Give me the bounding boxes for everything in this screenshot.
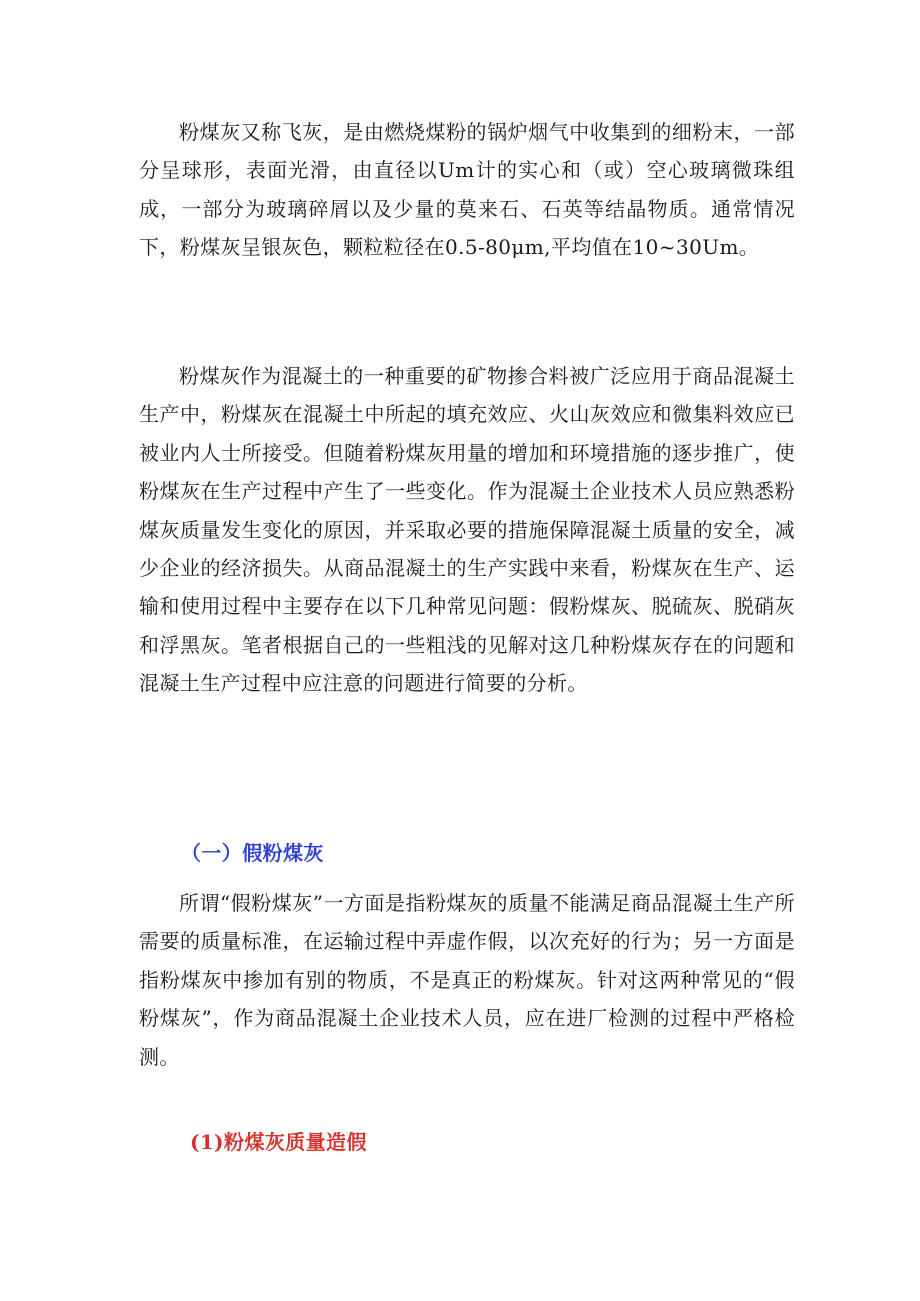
section-heading-fake-fly-ash: （一）假粉煤灰 bbox=[181, 841, 324, 865]
paragraph-fake-fly-ash: 所谓“假粉煤灰”一方面是指粉煤灰的质量不能满足商品混凝土生产所需要的质量标准，在运输过程中弄虚作假，以次充好的行为；另一方面是指粉煤灰中掺加有别的物质，不是真正的粉煤灰。针对这两种常见的“假粉煤灰”，作为商品混凝土企业技术人员，应在进厂检测的过程中严格检测。 bbox=[139, 891, 795, 1069]
paragraph-fly-ash-definition: 粉煤灰又称飞灰，是由燃烧煤粉的锅炉烟气中收集到的细粉末，一部分呈球形，表面光滑，由直径以Um计的实心和（或）空心玻璃微珠组成，一部分为玻璃碎屑以及少量的莫来石、石英等结晶物质。通常情况下，粉煤灰呈银灰色，颗粒粒径在0.5-80μm,平均值在10~30Um。 bbox=[139, 120, 795, 260]
paragraph-fly-ash-application: 粉煤灰作为混凝土的一种重要的矿物掺合料被广泛应用于商品混凝土生产中，粉煤灰在混凝土中所起的填充效应、火山灰效应和微集料效应已被业内人士所接受。但随着粉煤灰用量的增加和环境措施的逐步推广，使粉煤灰在生产过程中产生了一些变化。作为混凝土企业技术人员应熟悉粉煤灰质量发生变化的原因，并采取必要的措施保障混凝土质量的安全，减少企业的经济损失。从商品混凝土的生产实践中来看，粉煤灰在生产、运输和使用过程中主要存在以下几种常见问题：假粉煤灰、脱硫灰、脱硝灰和浮黑灰。笔者根据自己的一些粗浅的见解对这几种粉煤灰存在的问题和混凝土生产过程中应注意的问题进行简要的分析。 bbox=[139, 364, 795, 696]
subsection-heading-quality-fraud: (1)粉煤灰质量造假 bbox=[190, 1130, 367, 1154]
